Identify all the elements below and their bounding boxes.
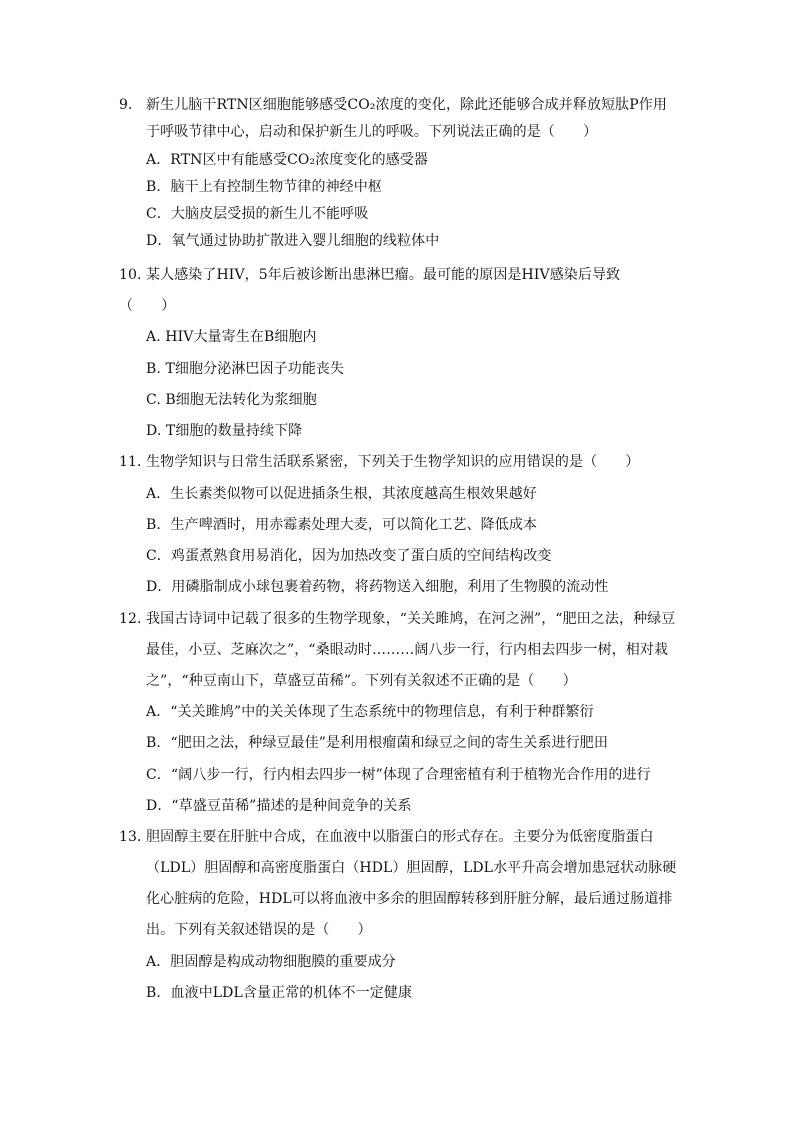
question-10-option-c: C. B细胞无法转化为浆细胞	[146, 392, 317, 408]
question-11-option-b: B．生产啤酒时，用赤霉素处理大麦，可以简化工艺、降低成本	[146, 517, 538, 533]
question-12-option-b: B．“肥田之法，种绿豆最佳”是利用根瘤菌和绿豆之间的寄生关系进行肥田	[146, 735, 609, 751]
question-10-option-d: D. T细胞的数量持续下降	[146, 423, 303, 439]
question-12-stem-line-3: 之”，“种豆南山下，草盛豆苗稀”。下列有关叙述不正确的是（ ）	[146, 673, 577, 689]
question-9-stem-line-2: 于呼吸节律中心，启动和保护新生儿的呼吸。下列说法正确的是（ ）	[146, 124, 598, 140]
question-12-number: 12．	[119, 611, 152, 627]
question-10-option-a: A. HIV大量寄生在B细胞内	[146, 329, 317, 345]
question-9-option-b: B．脑干上有控制生物节律的神经中枢	[146, 179, 382, 195]
question-12-option-c: C．“阔八步一行，行内相去四步一树”体现了合理密植有利于植物光合作用的进行	[146, 767, 651, 783]
question-11-number: 11．	[119, 454, 152, 470]
question-12-stem-line-1: 我国古诗词中记载了很多的生物学现象，“关关雎鸠，在河之洲”，“肥田之法，种绿豆	[146, 611, 676, 627]
question-13-stem-line-2: （LDL）胆固醇和高密度脂蛋白（HDL）胆固醇，LDL水平升高会增加患冠状动脉硬	[146, 860, 677, 876]
question-12-option-d: D．“草盛豆苗稀”描述的是种间竞争的关系	[146, 798, 412, 814]
question-13-stem-line-1: 胆固醇主要在肝脏中合成，在血液中以脂蛋白的形式存在。主要分为低密度脂蛋白	[146, 829, 654, 845]
question-13-stem-line-4: 出。下列有关叙述错误的是（ ）	[146, 922, 372, 938]
question-9-option-d: D．氧气通过协助扩散进入婴儿细胞的线粒体中	[146, 233, 440, 249]
question-10-stem-line-2: （ ）	[119, 298, 176, 314]
question-11-option-a: A．生长素类似物可以促进插条生根，其浓度越高生根效果越好	[146, 486, 537, 502]
question-9-number: 9．	[119, 97, 143, 113]
question-11-option-d: D．用磷脂制成小球包裹着药物，将药物送入细胞，利用了生物膜的流动性	[146, 579, 609, 595]
question-12-option-a: A．“关关雎鸠”中的关关体现了生态系统中的物理信息，有利于种群繁衍	[146, 704, 594, 720]
question-9-option-c: C．大脑皮层受损的新生儿不能呼吸	[146, 206, 369, 222]
question-9-option-a: A．RTN区中有能感受CO₂浓度变化的感受器	[146, 152, 428, 168]
question-9-stem-line-1: 新生儿脑干RTN区细胞能够感受CO₂浓度的变化，除此还能够合成并释放短肽P作用	[146, 97, 668, 113]
question-11-option-c: C．鸡蛋煮熟食用易消化，因为加热改变了蛋白质的空间结构改变	[146, 548, 552, 564]
question-13-number: 13．	[119, 829, 152, 845]
question-11-stem-line-1: 生物学知识与日常生活联系紧密，下列关于生物学知识的应用错误的是（ ）	[146, 454, 640, 470]
question-13-option-b: B．血液中LDL含量正常的机体不一定健康	[146, 985, 413, 1001]
question-13-option-a: A．胆固醇是构成动物细胞膜的重要成分	[146, 954, 396, 970]
question-12-stem-line-2: 最佳，小豆、芝麻次之”，“桑眼动时………阔八步一行，行内相去四步一树，相对栽	[146, 642, 669, 658]
question-10-number: 10．	[119, 267, 152, 283]
question-10-stem-line-1: 某人感染了HIV，5年后被诊断出患淋巴瘤。最可能的原因是HIV感染后导致	[146, 267, 621, 283]
question-10-option-b: B. T细胞分泌淋巴因子功能丧失	[146, 361, 345, 377]
question-13-stem-line-3: 化心脏病的危险，HDL可以将血液中多余的胆固醇转移到肝脏分解，最后通过肠道排	[146, 891, 673, 907]
